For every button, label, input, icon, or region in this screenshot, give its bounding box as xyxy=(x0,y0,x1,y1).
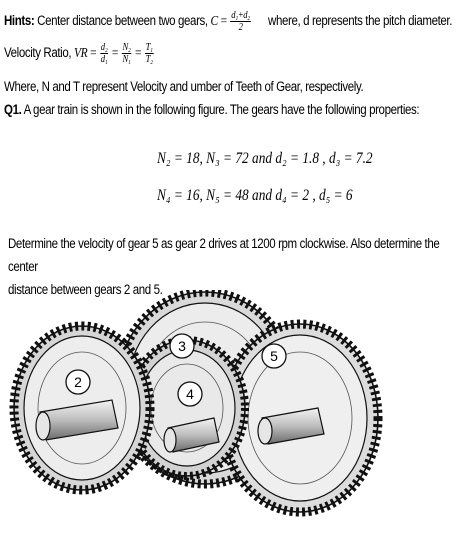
center-distance-fraction xyxy=(230,10,250,33)
gear-3-callout xyxy=(170,334,194,358)
gear-train-figure xyxy=(0,290,474,537)
question-label: Q1. xyxy=(4,102,22,117)
properties-line-1: N₂ = 18, N₃ = 72 and d₂ = 1.8 , d₃ = 7.2 xyxy=(157,150,373,167)
velocity-VR: VR xyxy=(73,45,88,61)
velocity-fraction-N xyxy=(122,42,132,65)
velocity-f2-num: N₂ xyxy=(122,42,131,53)
velocity-label: Velocity Ratio, xyxy=(4,45,72,61)
gear-5-callout xyxy=(262,344,286,368)
gear-2-callout xyxy=(66,370,90,394)
velocity-eq3: = xyxy=(134,45,142,61)
velocity-fraction-d xyxy=(100,42,108,65)
hints-label: Hints: xyxy=(4,13,35,29)
gear-2-label: 2 xyxy=(74,374,82,390)
task-line-1: Determine the velocity of gear 5 as gear 2 drives at 1200 rpm clockwise. Also determine the center xyxy=(8,236,440,274)
velocity-eq2: = xyxy=(111,45,118,61)
task-line-2: distance between gears 2 and 5. xyxy=(8,282,163,297)
velocity-eq1: = xyxy=(90,45,97,61)
velocity-ratio-line xyxy=(4,42,154,65)
where-line: Where, N and T represent Velocity and umber of Teeth of Gear, respectively. xyxy=(4,79,364,94)
velocity-fraction-T xyxy=(145,42,154,65)
gear-4-label: 4 xyxy=(186,386,194,402)
hints-eq: = xyxy=(220,13,227,29)
gear-5-label: 5 xyxy=(270,348,278,364)
velocity-f1-num: d₂ xyxy=(100,42,108,53)
properties-line-2: N₄ = 16, N₅ = 48 and d₄ = 2 , d₅ = 6 xyxy=(157,187,353,204)
fraction-denominator: 2 xyxy=(238,22,243,33)
hints-line xyxy=(4,10,452,33)
velocity-f1-den: d₁ xyxy=(100,54,108,65)
hints-C: C xyxy=(210,13,218,29)
gear-4-callout xyxy=(178,382,202,406)
hints-where-text: where, d represents the pitch diameter. xyxy=(268,13,453,29)
velocity-f3-num: T₁ xyxy=(145,42,153,53)
hints-center-text: Center distance between two gears, xyxy=(37,13,208,29)
gear-3-label: 3 xyxy=(178,338,186,354)
velocity-f2-den: N₁ xyxy=(122,54,131,65)
question-line xyxy=(4,102,419,117)
question-text: A gear train is shown in the following figure. The gears have the following properties: xyxy=(23,102,420,117)
fraction-numerator: d₁+d₂ xyxy=(231,10,250,21)
velocity-f3-den: T₂ xyxy=(145,54,153,65)
